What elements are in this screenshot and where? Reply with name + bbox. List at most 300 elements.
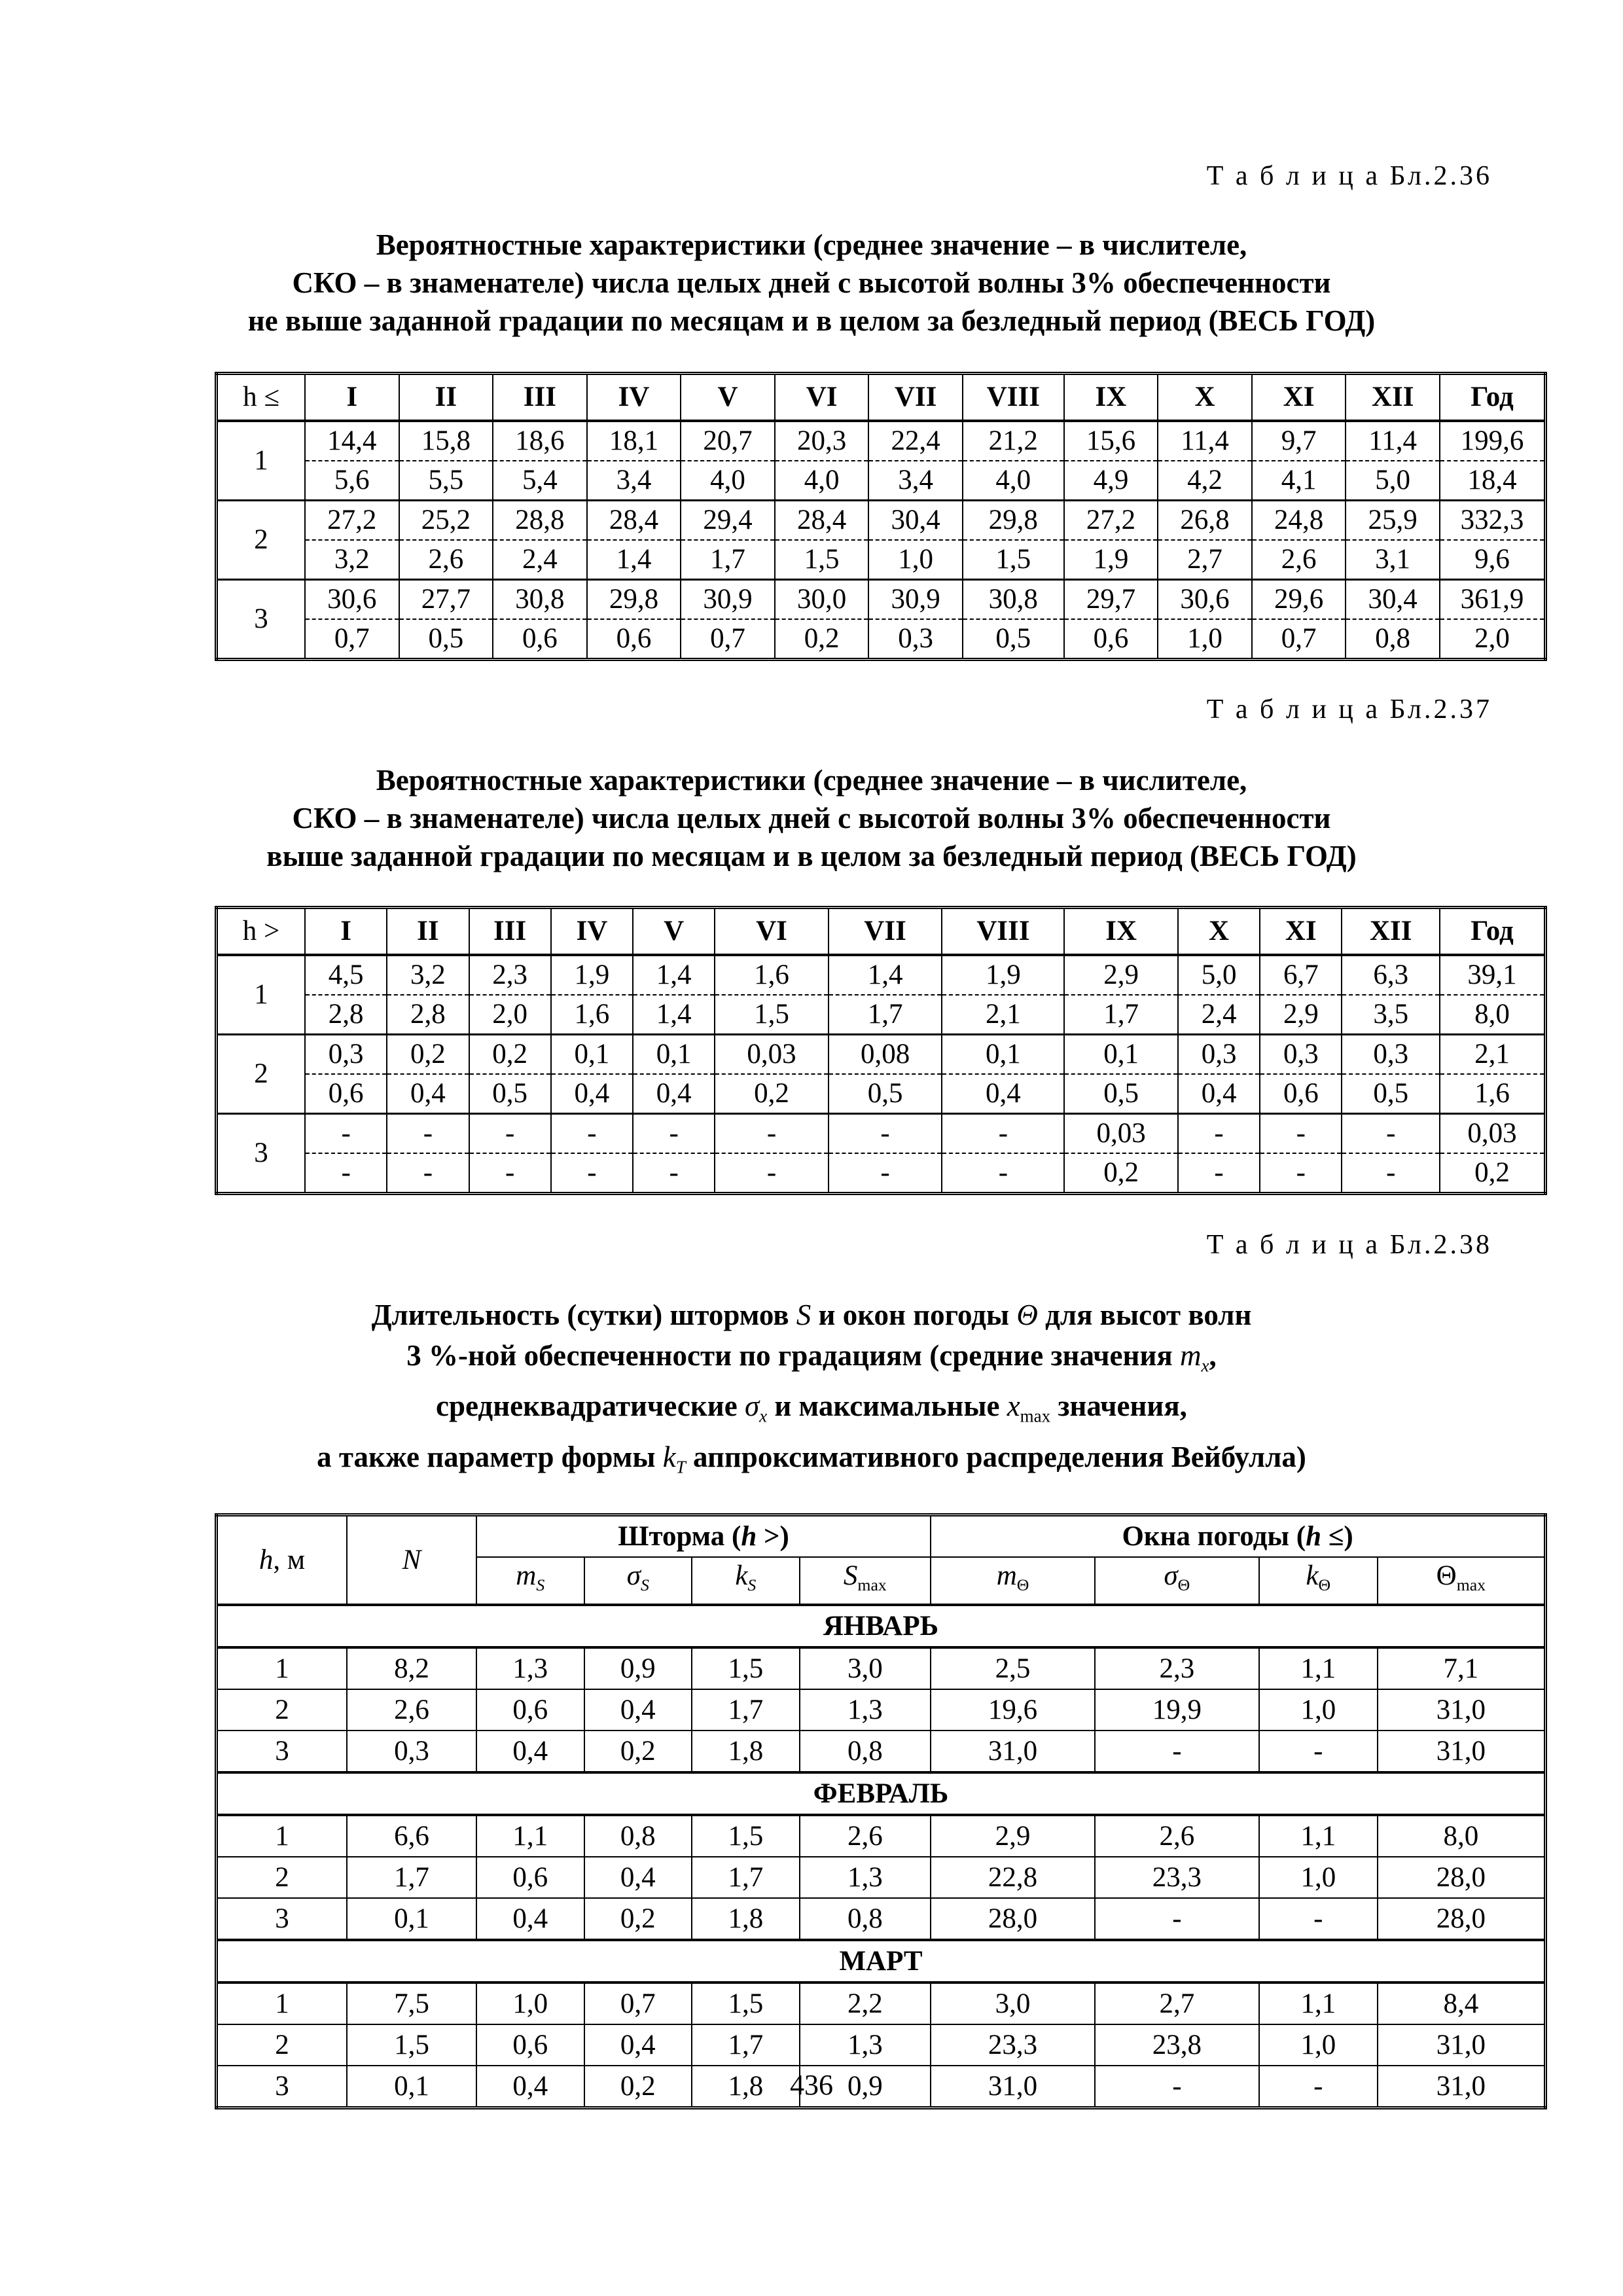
- col-header-xi: XI: [1252, 374, 1346, 422]
- data-cell: 2,2: [800, 1982, 931, 2024]
- numerator-row: [217, 955, 1546, 995]
- mean-value: 25,9: [1346, 501, 1440, 541]
- sko-value: 5,6: [305, 461, 399, 501]
- sko-value: 0,3: [868, 619, 963, 660]
- data-cell: 2,6: [1095, 1815, 1259, 1857]
- sko-value: 0,2: [1064, 1153, 1178, 1194]
- mean-value: -: [305, 1114, 387, 1154]
- mean-value: 30,9: [868, 580, 963, 620]
- data-cell: -: [1259, 2066, 1378, 2108]
- table-caption-3: Т а б л и ц а Бл.2.38: [1206, 1230, 1492, 1260]
- mean-value: -: [387, 1114, 469, 1154]
- data-cell: 8,2: [347, 1647, 476, 1689]
- numerator-row: [217, 1035, 1546, 1075]
- data-row: [217, 1898, 1546, 1940]
- h-value: 2: [217, 1689, 348, 1731]
- data-cell: 2,6: [347, 1689, 476, 1731]
- col-header-iii: III: [493, 374, 587, 422]
- data-cell: 1,1: [1259, 1815, 1378, 1857]
- storms-group-header: Шторма (h >): [476, 1515, 931, 1558]
- data-cell: 2,7: [1095, 1982, 1259, 2024]
- mean-value: 22,4: [868, 421, 963, 461]
- sko-value: 0,5: [1064, 1074, 1178, 1114]
- subcol-header: $\Theta_{max}$: [1378, 1557, 1546, 1605]
- table-title-3: [118, 1295, 1505, 1487]
- data-cell: 3,0: [931, 1982, 1095, 2024]
- sko-value: 3,2: [305, 540, 399, 580]
- mean-value: 24,8: [1252, 501, 1346, 541]
- mean-value: 27,2: [305, 501, 399, 541]
- data-cell: 0,2: [584, 1731, 692, 1772]
- sko-value: 2,7: [1158, 540, 1252, 580]
- data-cell: 0,3: [347, 1731, 476, 1772]
- month-name: ЯНВАРЬ: [217, 1605, 1546, 1647]
- table-title-1: [118, 226, 1505, 340]
- mean-value: 5,0: [1178, 955, 1260, 995]
- data-cell: 1,7: [692, 1857, 800, 1898]
- mean-value: 27,2: [1064, 501, 1158, 541]
- title-line: среднеквадратические $\sigma_x$ и максимальные $x_{max}$ значения,: [436, 1390, 1187, 1426]
- sko-value: -: [1178, 1153, 1260, 1194]
- mean-value: 20,3: [775, 421, 869, 461]
- sko-value: 0,6: [1260, 1074, 1342, 1114]
- mean-value: 30,0: [775, 580, 869, 620]
- data-cell: 31,0: [1378, 1689, 1546, 1731]
- mean-value: 0,2: [387, 1035, 469, 1075]
- sko-value: 3,4: [587, 461, 681, 501]
- data-row: [217, 2024, 1546, 2066]
- sko-value: -: [551, 1153, 633, 1194]
- data-cell: 0,1: [347, 2066, 476, 2108]
- data-cell: 7,1: [1378, 1647, 1546, 1689]
- sko-value: 2,1: [942, 995, 1064, 1035]
- denominator-row: [217, 461, 1546, 501]
- title-line: Длительность (сутки) штормов S и окон погоды Θ для высот волн: [371, 1299, 1252, 1331]
- col-header-xii: XII: [1346, 374, 1440, 422]
- col-header-iv: IV: [551, 908, 633, 956]
- title-line: выше заданной градации по месяцам и в целом за безледный период (ВЕСЬ ГОД): [266, 840, 1357, 872]
- data-cell: 1,8: [692, 1731, 800, 1772]
- sko-value: 4,9: [1064, 461, 1158, 501]
- mean-value: 0,3: [305, 1035, 387, 1075]
- data-cell: 1,3: [800, 1857, 931, 1898]
- col-header-i: I: [305, 374, 399, 422]
- sko-value: 0,2: [715, 1074, 829, 1114]
- sko-value: 0,6: [305, 1074, 387, 1114]
- mean-value: 26,8: [1158, 501, 1252, 541]
- mean-value: 0,08: [829, 1035, 942, 1075]
- title-line: а также параметр формы $k_T$ аппроксимативного распределения Вейбулла): [317, 1440, 1306, 1477]
- mean-value: 0,03: [1064, 1114, 1178, 1154]
- data-cell: 1,8: [692, 2066, 800, 2108]
- sko-value: 0,4: [633, 1074, 715, 1114]
- mean-value: 15,6: [1064, 421, 1158, 461]
- data-cell: 0,9: [584, 1647, 692, 1689]
- data-cell: 31,0: [1378, 1731, 1546, 1772]
- data-cell: 1,0: [476, 1982, 584, 2024]
- mean-value: -: [1178, 1114, 1260, 1154]
- mean-value: 11,4: [1158, 421, 1252, 461]
- mean-value: 30,6: [305, 580, 399, 620]
- data-cell: 1,0: [1259, 1857, 1378, 1898]
- mean-value: -: [1260, 1114, 1342, 1154]
- sko-value: 2,6: [399, 540, 493, 580]
- col-header-v: V: [633, 908, 715, 956]
- sko-value: 5,5: [399, 461, 493, 501]
- mean-value: -: [829, 1114, 942, 1154]
- sko-value: 4,0: [681, 461, 775, 501]
- mean-value: 0,1: [633, 1035, 715, 1075]
- subcol-header: $k_S$: [692, 1557, 800, 1605]
- numerator-row: [217, 421, 1546, 461]
- sko-value: 0,2: [1440, 1153, 1546, 1194]
- title-line: СКО – в знаменателе) числа целых дней с высотой волны 3% обеспеченности: [292, 266, 1331, 299]
- sko-value: 1,0: [1158, 619, 1252, 660]
- mean-value: -: [942, 1114, 1064, 1154]
- mean-value: 21,2: [963, 421, 1064, 461]
- sko-value: 5,4: [493, 461, 587, 501]
- mean-value: 0,03: [715, 1035, 829, 1075]
- mean-value: 29,8: [963, 501, 1064, 541]
- sko-value: 3,4: [868, 461, 963, 501]
- subcol-header: $m_\Theta$: [931, 1557, 1095, 1605]
- sko-value: -: [305, 1153, 387, 1194]
- data-cell: 2,9: [931, 1815, 1095, 1857]
- title-line: Вероятностные характеристики (среднее значение – в числителе,: [376, 228, 1247, 261]
- data-cell: 1,7: [347, 1857, 476, 1898]
- data-cell: 22,8: [931, 1857, 1095, 1898]
- h-value: 3: [217, 1898, 348, 1940]
- data-cell: 0,4: [584, 2024, 692, 2066]
- mean-value: -: [469, 1114, 551, 1154]
- data-cell: 23,8: [1095, 2024, 1259, 2066]
- numerator-row: [217, 501, 1546, 541]
- mean-value: 18,1: [587, 421, 681, 461]
- mean-value: 1,4: [829, 955, 942, 995]
- mean-value: 0,2: [469, 1035, 551, 1075]
- h-value: 3: [217, 2066, 348, 2108]
- h-value: 1: [217, 1815, 348, 1857]
- data-cell: 1,5: [347, 2024, 476, 2066]
- mean-value: 30,9: [681, 580, 775, 620]
- mean-value: 18,6: [493, 421, 587, 461]
- data-row: [217, 1647, 1546, 1689]
- col-header-ix: IX: [1064, 908, 1178, 956]
- col-header-x: X: [1178, 908, 1260, 956]
- data-cell: -: [1095, 2066, 1259, 2108]
- numerator-row: [217, 580, 1546, 620]
- month-row: [217, 1772, 1546, 1815]
- mean-value: 39,1: [1440, 955, 1546, 995]
- sko-value: 0,8: [1346, 619, 1440, 660]
- data-cell: 31,0: [1378, 2066, 1546, 2108]
- sko-value: 2,4: [1178, 995, 1260, 1035]
- h-value: 1: [217, 955, 306, 1035]
- table-caption-2: Т а б л и ц а Бл.2.37: [1206, 694, 1492, 725]
- col-header-vii: VII: [868, 374, 963, 422]
- mean-value: 29,4: [681, 501, 775, 541]
- sko-value: 2,8: [305, 995, 387, 1035]
- mean-value: 25,2: [399, 501, 493, 541]
- subcol-header: $m_S$: [476, 1557, 584, 1605]
- sko-value: 0,7: [681, 619, 775, 660]
- probability-table-above: [215, 906, 1547, 1195]
- sko-value: 2,4: [493, 540, 587, 580]
- col-header-xi: XI: [1260, 908, 1342, 956]
- mean-value: 1,6: [715, 955, 829, 995]
- mean-value: 0,1: [1064, 1035, 1178, 1075]
- sko-value: 0,6: [587, 619, 681, 660]
- data-cell: 0,1: [347, 1898, 476, 1940]
- month-row: [217, 1940, 1546, 1982]
- data-cell: 0,8: [800, 1898, 931, 1940]
- data-cell: -: [1259, 1731, 1378, 1772]
- sko-value: 1,6: [1440, 1074, 1546, 1114]
- col-header-xii: XII: [1342, 908, 1440, 956]
- data-cell: 2,3: [1095, 1647, 1259, 1689]
- data-row: [217, 1982, 1546, 2024]
- probability-table-not-above: [215, 372, 1547, 661]
- sko-value: -: [1342, 1153, 1440, 1194]
- data-cell: 19,6: [931, 1689, 1095, 1731]
- data-cell: 8,4: [1378, 1982, 1546, 2024]
- sko-value: 0,5: [963, 619, 1064, 660]
- data-cell: 1,7: [692, 1689, 800, 1731]
- denominator-row: [217, 1074, 1546, 1114]
- data-cell: 28,0: [1378, 1857, 1546, 1898]
- data-cell: 0,6: [476, 1689, 584, 1731]
- data-cell: -: [1259, 1898, 1378, 1940]
- sko-value: 1,5: [715, 995, 829, 1035]
- sko-value: 1,7: [829, 995, 942, 1035]
- h-value: 2: [217, 501, 306, 580]
- sko-value: 2,9: [1260, 995, 1342, 1035]
- mean-value: 30,6: [1158, 580, 1252, 620]
- denominator-row: [217, 995, 1546, 1035]
- sko-value: 18,4: [1440, 461, 1546, 501]
- data-cell: 1,5: [692, 1647, 800, 1689]
- data-cell: 0,4: [584, 1689, 692, 1731]
- mean-value: 30,8: [493, 580, 587, 620]
- col-n-header: N: [347, 1515, 476, 1605]
- sko-value: 3,5: [1342, 995, 1440, 1035]
- h-value: 1: [217, 1647, 348, 1689]
- sko-value: -: [633, 1153, 715, 1194]
- header-row: [217, 908, 1546, 956]
- mean-value: 3,2: [387, 955, 469, 995]
- sko-value: 0,2: [775, 619, 869, 660]
- mean-value: 6,3: [1342, 955, 1440, 995]
- data-cell: -: [1095, 1731, 1259, 1772]
- mean-value: 29,8: [587, 580, 681, 620]
- sko-value: 1,7: [681, 540, 775, 580]
- mean-value: 30,4: [868, 501, 963, 541]
- storm-duration-table: [215, 1513, 1547, 2109]
- col-h-header: h >: [217, 908, 306, 956]
- sko-value: 1,7: [1064, 995, 1178, 1035]
- title-line: Вероятностные характеристики (среднее значение – в числителе,: [376, 764, 1247, 797]
- sko-value: 4,2: [1158, 461, 1252, 501]
- sko-value: 2,6: [1252, 540, 1346, 580]
- data-row: [217, 1689, 1546, 1731]
- h-value: 1: [217, 1982, 348, 2024]
- h-value: 3: [217, 1731, 348, 1772]
- col-header-iv: IV: [587, 374, 681, 422]
- sko-value: 9,6: [1440, 540, 1546, 580]
- data-cell: 3,0: [800, 1647, 931, 1689]
- weather-windows-group-header: Окна погоды (h ≤): [931, 1515, 1545, 1558]
- col-header-год: Год: [1440, 908, 1546, 956]
- mean-value: 332,3: [1440, 501, 1546, 541]
- col-header-vii: VII: [829, 908, 942, 956]
- sko-value: 2,0: [1440, 619, 1546, 660]
- mean-value: 14,4: [305, 421, 399, 461]
- data-cell: 31,0: [1378, 2024, 1546, 2066]
- sko-value: -: [829, 1153, 942, 1194]
- title-line: СКО – в знаменателе) числа целых дней с высотой волны 3% обеспеченности: [292, 802, 1331, 834]
- data-cell: 0,6: [476, 2024, 584, 2066]
- data-cell: 0,6: [476, 1857, 584, 1898]
- col-header-vi: VI: [775, 374, 869, 422]
- month-name: МАРТ: [217, 1940, 1546, 1982]
- data-cell: 7,5: [347, 1982, 476, 2024]
- data-cell: 6,6: [347, 1815, 476, 1857]
- data-cell: 1,3: [800, 1689, 931, 1731]
- mean-value: 2,3: [469, 955, 551, 995]
- sko-value: -: [942, 1153, 1064, 1194]
- sko-value: 4,0: [775, 461, 869, 501]
- data-cell: 1,3: [476, 1647, 584, 1689]
- data-cell: 0,4: [476, 2066, 584, 2108]
- data-cell: 23,3: [1095, 1857, 1259, 1898]
- mean-value: 1,4: [633, 955, 715, 995]
- sko-value: 1,4: [587, 540, 681, 580]
- numerator-row: [217, 1114, 1546, 1154]
- sko-value: 1,0: [868, 540, 963, 580]
- sko-value: 0,5: [1342, 1074, 1440, 1114]
- mean-value: 1,9: [942, 955, 1064, 995]
- mean-value: 0,3: [1178, 1035, 1260, 1075]
- sko-value: -: [469, 1153, 551, 1194]
- data-row: [217, 1857, 1546, 1898]
- sko-value: -: [387, 1153, 469, 1194]
- data-row: [217, 1731, 1546, 1772]
- data-cell: 28,0: [1378, 1898, 1546, 1940]
- sko-value: 0,4: [1178, 1074, 1260, 1114]
- sko-value: 0,4: [942, 1074, 1064, 1114]
- mean-value: 1,9: [551, 955, 633, 995]
- col-header-iii: III: [469, 908, 551, 956]
- header-row: [217, 374, 1546, 422]
- sko-value: 0,4: [551, 1074, 633, 1114]
- mean-value: 27,7: [399, 580, 493, 620]
- mean-value: 15,8: [399, 421, 493, 461]
- mean-value: 28,4: [775, 501, 869, 541]
- col-header-i: I: [305, 908, 387, 956]
- mean-value: 361,9: [1440, 580, 1546, 620]
- h-value: 2: [217, 1035, 306, 1114]
- col-h-header: h, м: [217, 1515, 348, 1605]
- data-cell: 19,9: [1095, 1689, 1259, 1731]
- sko-value: -: [715, 1153, 829, 1194]
- col-header-год: Год: [1440, 374, 1546, 422]
- data-cell: 1,3: [800, 2024, 931, 2066]
- data-cell: 0,2: [584, 1898, 692, 1940]
- mean-value: 199,6: [1440, 421, 1546, 461]
- sko-value: 5,0: [1346, 461, 1440, 501]
- sko-value: 4,0: [963, 461, 1064, 501]
- denominator-row: [217, 1153, 1546, 1194]
- sko-value: 1,6: [551, 995, 633, 1035]
- h-value: 3: [217, 1114, 306, 1194]
- col-header-v: V: [681, 374, 775, 422]
- mean-value: -: [715, 1114, 829, 1154]
- sko-value: 0,6: [493, 619, 587, 660]
- sko-value: 1,5: [775, 540, 869, 580]
- h-value: 3: [217, 580, 306, 660]
- mean-value: 6,7: [1260, 955, 1342, 995]
- data-cell: 23,3: [931, 2024, 1095, 2066]
- data-cell: 31,0: [931, 1731, 1095, 1772]
- data-cell: 1,1: [1259, 1647, 1378, 1689]
- sko-value: 2,8: [387, 995, 469, 1035]
- sko-value: 0,7: [1252, 619, 1346, 660]
- table-caption-1: Т а б л и ц а Бл.2.36: [1206, 161, 1492, 191]
- data-cell: 1,7: [692, 2024, 800, 2066]
- mean-value: 29,6: [1252, 580, 1346, 620]
- mean-value: 4,5: [305, 955, 387, 995]
- subcol-header: $S_{max}$: [800, 1557, 931, 1605]
- mean-value: 28,4: [587, 501, 681, 541]
- sko-value: 0,7: [305, 619, 399, 660]
- data-row: [217, 1815, 1546, 1857]
- data-cell: 1,5: [692, 1982, 800, 2024]
- mean-value: 0,1: [942, 1035, 1064, 1075]
- data-cell: 2,5: [931, 1647, 1095, 1689]
- data-cell: 1,5: [692, 1815, 800, 1857]
- sko-value: 1,4: [633, 995, 715, 1035]
- sko-value: 0,6: [1064, 619, 1158, 660]
- table-title-2: [118, 761, 1505, 875]
- data-cell: 31,0: [931, 2066, 1095, 2108]
- sko-value: 1,5: [963, 540, 1064, 580]
- data-cell: 1,0: [1259, 2024, 1378, 2066]
- mean-value: 30,4: [1346, 580, 1440, 620]
- denominator-row: [217, 540, 1546, 580]
- data-cell: 0,7: [584, 1982, 692, 2024]
- subcol-header: $\sigma_S$: [584, 1557, 692, 1605]
- title-line: 3 %-ной обеспеченности по градациям (средние значения $m_x$,: [406, 1339, 1217, 1376]
- data-cell: -: [1095, 1898, 1259, 1940]
- month-name: ФЕВРАЛЬ: [217, 1772, 1546, 1815]
- data-cell: 0,4: [584, 1857, 692, 1898]
- mean-value: 20,7: [681, 421, 775, 461]
- col-header-ii: II: [387, 908, 469, 956]
- data-cell: 2,6: [800, 1815, 931, 1857]
- mean-value: 30,8: [963, 580, 1064, 620]
- sko-value: 0,5: [829, 1074, 942, 1114]
- month-row: [217, 1605, 1546, 1647]
- sko-value: 1,9: [1064, 540, 1158, 580]
- mean-value: 11,4: [1346, 421, 1440, 461]
- mean-value: 29,7: [1064, 580, 1158, 620]
- col-header-viii: VIII: [942, 908, 1064, 956]
- mean-value: 2,1: [1440, 1035, 1546, 1075]
- data-cell: 28,0: [931, 1898, 1095, 1940]
- col-header-viii: VIII: [963, 374, 1064, 422]
- mean-value: -: [551, 1114, 633, 1154]
- col-header-vi: VI: [715, 908, 829, 956]
